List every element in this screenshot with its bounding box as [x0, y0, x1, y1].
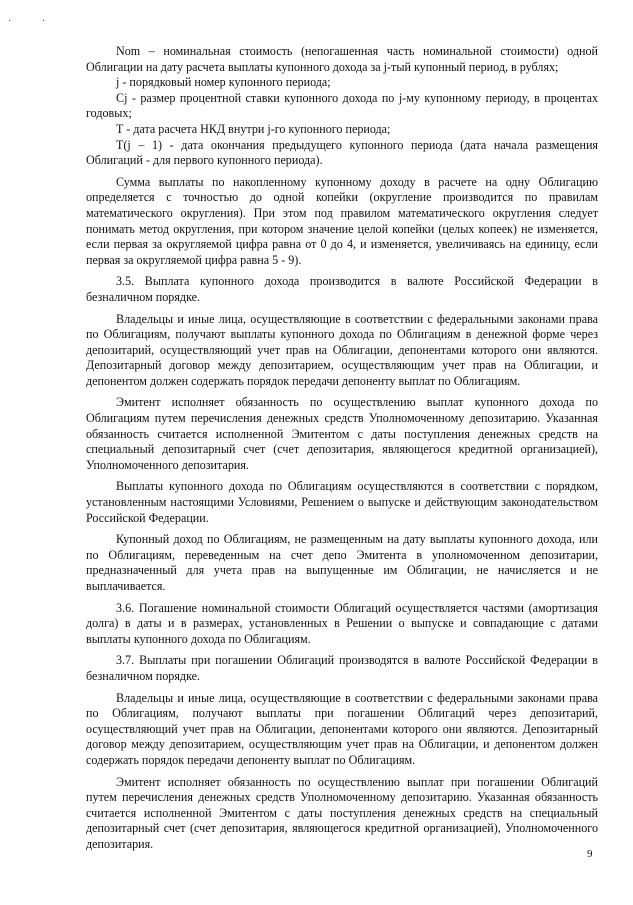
paragraph-rounding: Сумма выплаты по накопленному купонному доходу в расчете на одну Облигацию определяется с точностью до одной копейки (округление производится по правилам математического округления). При этом под правилом математического округления следует понимать метод округления, при котором значение целой копейки (целых копеек) не изменяется, если первая за округляемой цифра равна от 0 до 4, и изменяется, увеличиваясь на единицу, если первая за округляемой цифра равна 5 - 9). [86, 174, 598, 267]
definition-nom: Nom – номинальная стоимость (непогашенная часть номинальной стоимости) одной Облигации на дату расчета выплаты купонного дохода за j-тый купонный период, в рублях; [86, 44, 598, 74]
definition-t-prev: T(j – 1) - дата окончания предыдущего купонного периода (дата начала размещения Облигаций - для первого купонного периода). [86, 137, 598, 168]
definition-j: j - порядковый номер купонного периода; [116, 75, 331, 90]
paragraph-issuer-coupon: Эмитент исполняет обязанность по осуществлению выплат купонного дохода по Облигациям путем перечисления денежных средств Уполномоченному депозитарию. Указанная обязанность считается исполненной Эмитентом с даты поступления денежных средств на специальный депозитарный счет (счет депозитария, являющегося кредитной организацией), Уполномоченного депозитария. [86, 395, 598, 472]
paragraph-issuer-redemption: Эмитент исполняет обязанность по осуществлению выплат при погашении Облигаций путем перечисления денежных средств Уполномоченному депозитарию. Указанная обязанность считается исполненной Эмитентом с даты поступления денежных средств на специальный депозитарный счет (счет депозитария, являющегося кредитной организацией), Уполномоченного депозитария. [86, 774, 598, 851]
section-3-6: 3.6. Погашение номинальной стоимости Облигаций осуществляется частями (амортизация долга) в даты и в размерах, установленных в Решении о выпуске и совпадающие с датами выплаты купонного дохода по Облигациям. [86, 600, 598, 646]
paragraph-holders-coupon: Владельцы и иные лица, осуществляющие в соответствии с федеральными законами права по Облигациям, получают выплаты купонного дохода по Облигациям в денежной форме через депозитарий, осуществляющий учет прав на Облигации, депонентами которого они являются. Депозитарный договор между депозитарием, осуществляющим учет прав на Облигации, и депонентом должен содержать порядок передачи депоненту выплат по Облигациям. [86, 311, 598, 388]
definition-t: T - дата расчета НКД внутри j-го купонного периода; [116, 121, 391, 136]
paragraph-holders-redemption: Владельцы и иные лица, осуществляющие в соответствии с федеральными законами права по Облигациям, получают выплаты при погашении Облигаций через депозитарий, осуществляющий учет прав на Облигации, депонентами которого они являются. Депозитарный договор между депозитарием, осуществляющим учет прав на Облигации, и депонентом должен содержать порядок передачи депоненту выплат по Облигациям. [86, 690, 598, 767]
section-3-5: 3.5. Выплата купонного дохода производится в валюте Российской Федерации в безналичном порядке. [86, 274, 598, 304]
scan-corner-marks: · · [8, 16, 60, 27]
paragraph-unplaced: Купонный доход по Облигациям, не размещенным на дату выплаты купонного дохода, или по Облигациям, переведенным на счет депо Эмитента в уполномоченном депозитарии, предназначенный для учета прав на выпущенные им Облигации, не начисляется и не выплачивается. [86, 532, 598, 593]
document-body [86, 44, 598, 853]
page-number: 9 [587, 848, 593, 860]
section-3-7: 3.7. Выплаты при погашении Облигаций производятся в валюте Российской Федерации в безналичном порядке. [86, 653, 598, 683]
paragraph-coupon-rules: Выплаты купонного дохода по Облигациям осуществляются в соответствии с порядком, установленным настоящими Условиями, Решением о выпуске и действующим законодательством Российской Федерации. [86, 479, 598, 525]
definition-cj: Cj - размер процентной ставки купонного дохода по j-му купонному периоду, в процентах годовых; [86, 90, 598, 121]
